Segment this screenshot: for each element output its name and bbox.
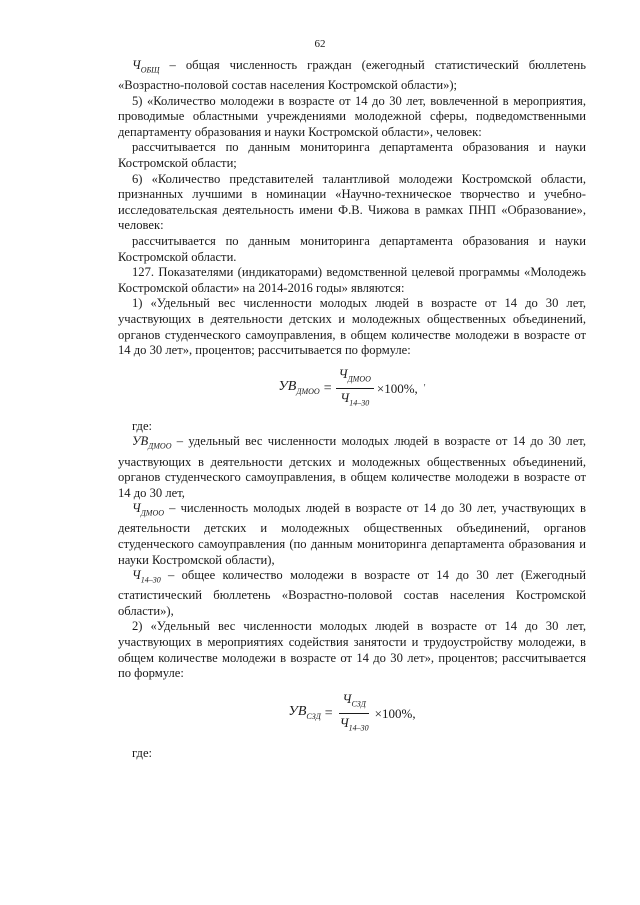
paragraph-where-2: где: — [132, 745, 153, 760]
paragraph-item-6: 6) «Количество представителей талантливой молодежи Костромской области, признанных лучшими в номинации «Научно-техническое творчество и учебно-исследовательская деятельность имени Ф.В. Чижова в рамках ПНП «Образование», человек: — [118, 171, 586, 233]
formula-uv-szd — [118, 692, 586, 736]
symbol: $Ч_{ОБЩ}$ — [132, 58, 160, 75]
formula-fraction — [336, 366, 374, 412]
paragraph-ch-dmoo-definition: $Ч_{ДМОО}$ – численность молодых людей в возрасте от 14 до 30 лет, участвующих в деятельности детских и молодежных общественных объединений, органов студенческого самоуправления (по данным мониторинга департамента образования и науки Костромской области), — [118, 501, 586, 567]
paragraph-calc-note-1: рассчитывается по данным мониторинга департамента образования и науки Костромской области; — [118, 140, 586, 171]
paragraph-indicator-1: 1) «Удельный вес численности молодых людей в возрасте от 14 до 30 лет, участвующих в деятельности детских и молодежных общественных объединений, органов студенческого самоуправления, в общем количестве молодежи в возрасте от 14 до 30 лет», процентов; рассчитывается по формуле: — [118, 296, 586, 358]
paragraph-ch-14-30-definition: $Ч_{14-30}$ – общее количество молодежи в возрасте от 14 до 30 лет (Ежегодный статистический бюллетень «Возрастно-половой состав населения Костромской области»), — [118, 568, 586, 618]
page-number: 62 — [314, 38, 326, 50]
symbol: $Ч_{14-30}$ — [132, 568, 161, 585]
formula-numerator: $Ч_{ДМОО}$ — [336, 366, 374, 390]
formula-equals: = — [323, 381, 332, 396]
formula-equals: = — [324, 706, 333, 722]
symbol: $УВ_{ДМОО}$ — [132, 434, 172, 451]
formula-lhs: $УВ_{СЗД}$ — [288, 703, 321, 721]
formula-mark: ' — [423, 383, 426, 394]
paragraph-calc-note-2: рассчитывается по данным мониторинга департамента образования и науки Костромской области. — [118, 234, 586, 264]
paragraph-item-5: 5) «Количество молодежи в возрасте от 14 до 30 лет, вовлеченной в мероприятия, проводимые областными учреждениями молодежной сферы, подведомственными департаменту образования и науки Костромской области», человек: — [118, 93, 586, 139]
paragraph-where-1: где: — [132, 418, 153, 433]
formula-numerator: $Ч_{СЗД}$ — [339, 691, 368, 715]
formula-fraction — [337, 691, 372, 737]
formula-multiplier: ×100%, — [374, 706, 416, 722]
paragraph-indicator-2: 2) «Удельный вес численности молодых людей в возрасте от 14 до 30 лет, участвующих в мероприятиях содействия занятости и трудоустройству молодежи, в общем количестве молодежи в возрасте от 14 до 30 лет», процентов; рассчитывается по формуле: — [118, 619, 586, 681]
formula-uv-dmoo — [118, 367, 586, 411]
formula-denominator: $Ч_{14-30}$ — [339, 715, 369, 733]
symbol: $Ч_{ДМОО}$ — [132, 501, 164, 518]
paragraph-uv-dmoo-definition: $УВ_{ДМОО}$ – удельный вес численности молодых людей в возрасте от 14 до 30 лет, участвующих в деятельности детских и молодежных общественных объединений, органов студенческого самоуправления, в общем количестве молодежи в возрасте от 14 до 30 лет, — [118, 434, 586, 500]
paragraph-127: 127. Показателями (индикаторами) ведомственной целевой программы «Молодежь Костромской области» на 2014-2016 годы» являются: — [118, 265, 586, 295]
paragraph-obshch-definition: $Ч_{ОБЩ}$ – общая численность граждан (ежегодный статистический бюллетень «Возрастно-половой состав населения Костромской области»); — [118, 58, 586, 93]
document-body — [118, 58, 586, 761]
formula-multiplier: ×100%, — [376, 381, 418, 396]
formula-denominator: $Ч_{14-30}$ — [340, 390, 370, 408]
formula-lhs: $УВ_{ДМОО}$ — [278, 378, 320, 396]
